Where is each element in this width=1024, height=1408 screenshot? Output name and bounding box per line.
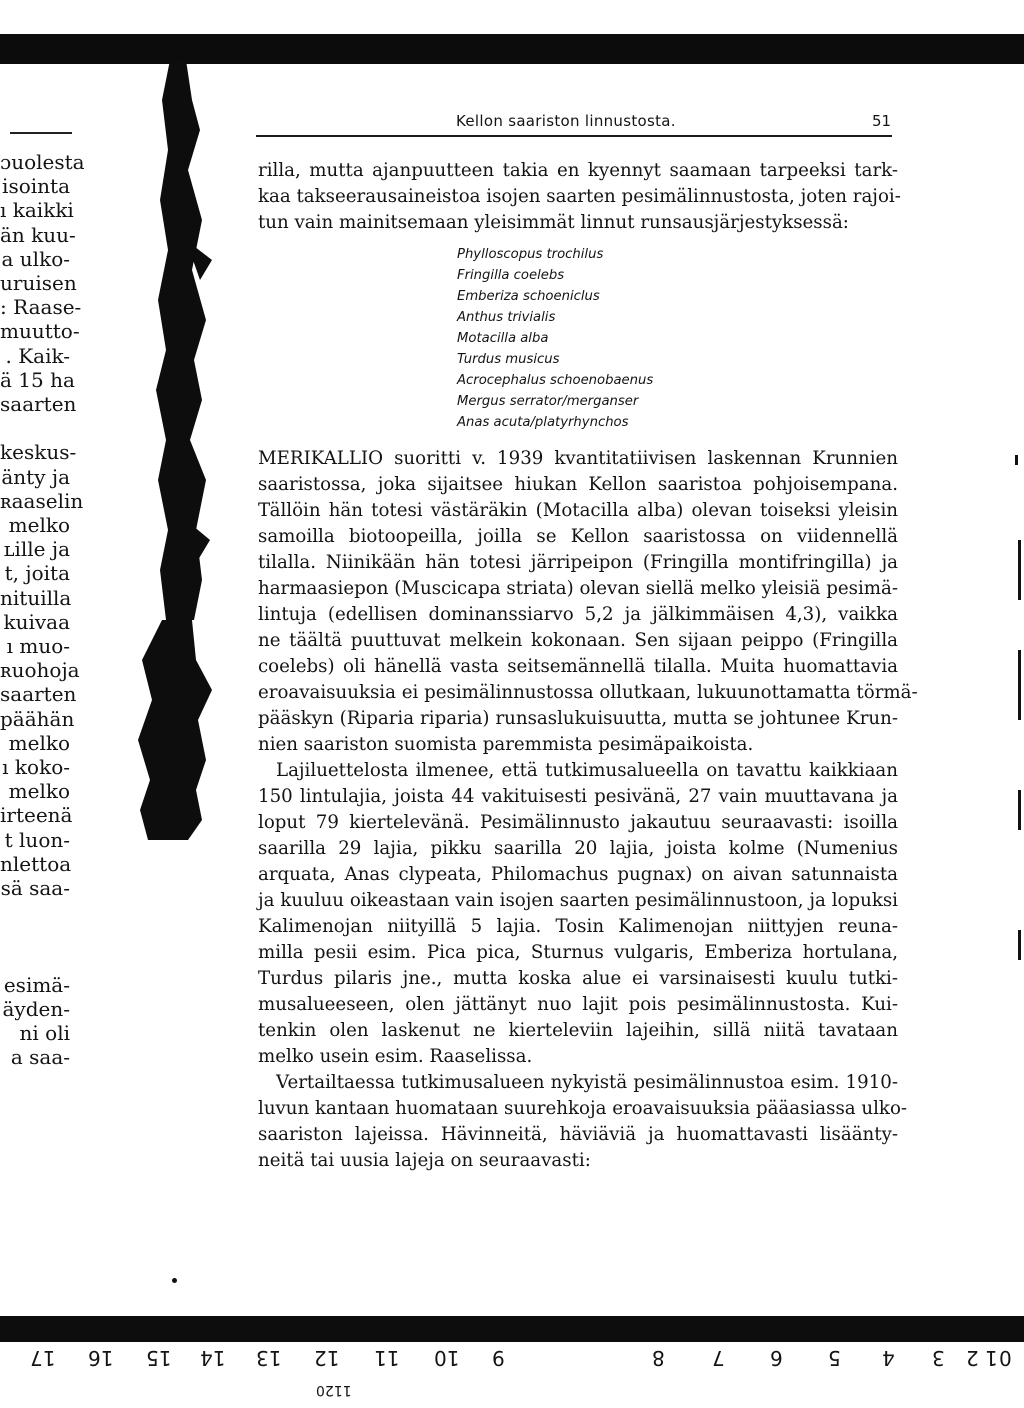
text-line: nien saariston suomista paremmista pesimäpaikoista.	[258, 734, 754, 755]
species-item: Motacilla alba	[457, 331, 549, 346]
text-line: neitä tai uusia lajeja on seuraavasti:	[258, 1150, 591, 1171]
scan-ruler-code: 1120	[316, 1382, 352, 1398]
scan-ruler-band	[0, 1316, 1024, 1342]
text-line: kaa takseerausaineistoa isojen saarten pesimälinnustosta, joten rajoi-	[258, 186, 901, 207]
ruler-number: 10	[434, 1346, 460, 1370]
left-fragment-line: esimä-	[3, 972, 70, 997]
left-fragment-line: : Raase-	[0, 295, 82, 320]
text-line: saariston lajeissa. Hävinneitä, häviäviä ja huomattavasti lisäänty-	[258, 1124, 898, 1145]
left-fragment-line: muutto-	[0, 319, 80, 344]
header-rule	[256, 135, 892, 137]
text-line: milla pesii esim. Pica pica, Sturnus vulgaris, Emberiza hortulana,	[258, 942, 898, 963]
text-line: rilla, mutta ajanpuutteen takia en kyennyt saamaan tarpeeksi tark-	[258, 160, 898, 181]
left-fragment-line: ɔuolesta	[0, 150, 85, 174]
left-fragment-line: t luon-	[4, 827, 70, 852]
left-fragment-line: sä saa-	[0, 876, 70, 900]
text-line: eroavaisuuksia ei pesimälinnustossa ollutkaan, lukuunottamatta törmä-	[258, 682, 918, 703]
left-fragment-line: ʀuohoja	[0, 658, 80, 683]
text-line: saarilla 29 lajia, pikku saarilla 20 lajia, joista kolme (Numenius	[258, 838, 898, 859]
left-fragment-line: ʟille ja	[3, 537, 70, 562]
scan-speck	[172, 1278, 177, 1283]
left-fragment-line: uruisen	[0, 271, 77, 295]
ruler-number: 13	[256, 1346, 282, 1370]
left-fragment-line: a ulko-	[1, 246, 70, 271]
ruler-number: 0	[999, 1346, 1012, 1370]
left-fragment-line: a saa-	[10, 1045, 70, 1070]
left-fragment-line: t, joita	[4, 561, 70, 586]
left-fragment-line: ni oli	[19, 1021, 70, 1046]
text-line: arquata, Anas clypeata, Philomachus pugnax) on aivan satunnaista	[258, 864, 898, 885]
text-line: Tällöin hän totesi västäräkin (Motacilla alba) olevan toiseksi yleisin	[258, 500, 898, 521]
scan-speck	[1018, 650, 1021, 720]
binding-gutter-shadow-lower	[132, 620, 220, 840]
text-line: Kalimenojan niityillä 5 lajia. Tosin Kalimenojan niittyjen reuna-	[258, 916, 898, 937]
left-fragment-line: ı kaikki	[0, 198, 74, 223]
text-line: loput 79 kiertelevänä. Pesimälinnusto jakautuu seuraavasti: isoilla	[258, 812, 898, 833]
running-head: Kellon saariston linnustosta.	[456, 112, 676, 130]
text-line: MERIKALLIO suoritti v. 1939 kvantitatiivisen laskennan Krunnien	[258, 448, 898, 469]
text-line: 150 lintulajia, joista 44 vakituisesti pesivänä, 27 vain muuttavana ja	[258, 786, 898, 807]
left-fragment-line: päähän	[0, 706, 75, 731]
ruler-number: 15	[146, 1346, 172, 1370]
left-fragment-line: nlettoa	[0, 851, 72, 876]
ruler-number: 17	[30, 1346, 56, 1370]
ruler-number: 1	[985, 1346, 998, 1370]
left-fragment-line: saarten	[0, 682, 77, 707]
left-fragment-line: ı koko-	[2, 755, 70, 779]
ruler-number: 6	[770, 1346, 783, 1370]
text-line: ja kuuluu oikeastaan vain isojen saarten pesimälinnustoon, ja lopuksi	[258, 890, 898, 911]
left-fragment-line: isointa	[2, 174, 70, 199]
text-line: melko usein esim. Raaselissa.	[258, 1046, 533, 1067]
left-fragment-line: melko	[8, 779, 70, 804]
text-line: samoilla biotoopeilla, joilla se Kellon saaristossa on viidennellä	[258, 526, 898, 547]
text-line: coelebs) oli hänellä vasta seitsemännellä tilalla. Muita huomattavia	[258, 656, 898, 677]
ruler-number: 5	[828, 1346, 841, 1370]
ruler-number: 2	[966, 1346, 979, 1370]
ruler-number: 12	[314, 1346, 340, 1370]
ruler-number: 3	[932, 1346, 945, 1370]
left-fragment-line: . Kaik-	[5, 343, 70, 368]
scan-speck	[1018, 540, 1021, 600]
text-line: lintuja (edellisen dominanssiarvo 5,2 ja jälkimmäisen 4,3), vaikka	[258, 604, 898, 625]
page-number: 51	[872, 112, 892, 130]
ruler-number: 7	[712, 1346, 725, 1370]
left-fragment-line: melko	[8, 730, 70, 755]
ruler-number: 9	[492, 1346, 505, 1370]
left-fragment-line: irteenä	[0, 803, 73, 828]
text-line: pääskyn (Riparia riparia) runsaslukuisuutta, mutta se johtunee Krun-	[258, 708, 898, 729]
text-line: Turdus pilaris jne., mutta koska alue ei varsinaisesti kuulu tutki-	[258, 968, 898, 989]
scan-speck	[1018, 790, 1021, 830]
species-item: Phylloscopus trochilus	[457, 247, 604, 262]
text-line: ne täältä puuttuvat melkein kokonaan. Sen sijaan peippo (Fringilla	[258, 630, 898, 651]
text-line: musalueeseen, olen jättänyt nuo lajit pois pesimälinnustosta. Kui-	[258, 994, 898, 1015]
left-fragment-line: än kuu-	[0, 222, 76, 247]
text-line: tun vain mainitsemaan yleisimmät linnut runsausjärjestyksessä:	[258, 212, 849, 233]
left-fragment-line: ı muo-	[6, 634, 70, 658]
ruler-number: 4	[882, 1346, 895, 1370]
text-line: Vertailtaessa tutkimusalueen nykyistä pesimälinnustoa esim. 1910-	[276, 1072, 898, 1093]
scan-speck	[1015, 455, 1018, 465]
ruler-number: 11	[374, 1346, 400, 1370]
left-fragment-line: keskus-	[0, 440, 77, 465]
text-line: tenkin olen laskenut ne kierteleviin lajeihin, sillä niitä tavataan	[258, 1020, 898, 1041]
left-header-rule	[10, 132, 72, 134]
species-item: Anas acuta/platyrhynchos	[457, 415, 629, 430]
ruler-number: 14	[200, 1346, 226, 1370]
left-fragment-line: melko	[8, 513, 70, 537]
left-fragment-line: ä 15 ha	[0, 367, 75, 392]
text-line: tilalla. Niinikään hän totesi järripeipon (Fringilla montifringilla) ja	[258, 552, 898, 573]
species-item: Fringilla coelebs	[457, 268, 565, 283]
species-item: Mergus serrator/merganser	[457, 394, 639, 409]
left-fragment-line: äyden-	[2, 997, 70, 1021]
species-item: Anthus trivialis	[457, 310, 556, 325]
left-fragment-line: änty ja	[1, 464, 70, 489]
left-fragment-line: saarten	[0, 392, 77, 416]
species-item: Emberiza schoeniclus	[457, 289, 600, 304]
species-item: Acrocephalus schoenobaenus	[457, 373, 654, 388]
left-fragment-line: nituilla	[0, 585, 72, 610]
ruler-number: 8	[652, 1346, 665, 1370]
binding-gutter-shadow	[140, 60, 212, 620]
species-item: Turdus musicus	[457, 352, 560, 367]
left-fragment-line: ʀaaselin	[0, 488, 84, 513]
left-fragment-line: kuivaa	[3, 609, 70, 634]
text-line: saaristossa, joka sijaitsee hiukan Kellon saaristoa pohjoisempana.	[258, 474, 898, 495]
scan-speck	[1018, 930, 1021, 960]
text-line: Lajiluettelosta ilmenee, että tutkimusalueella on tavattu kaikkiaan	[276, 760, 898, 781]
text-line: luvun kantaan huomataan suurehkoja eroavaisuuksia pääasiassa ulko-	[258, 1098, 908, 1119]
text-line: harmaasiepon (Muscicapa striata) olevan siellä melko yleisiä pesimä-	[258, 578, 898, 599]
ruler-number: 16	[88, 1346, 114, 1370]
